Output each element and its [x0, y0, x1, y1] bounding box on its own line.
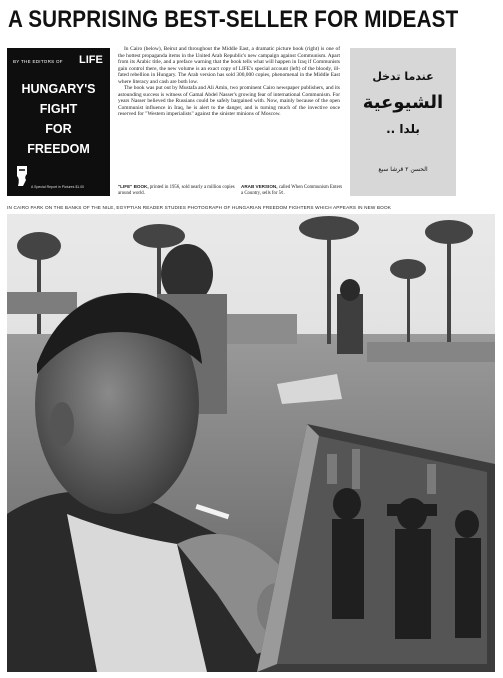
life-book-caption	[118, 184, 236, 197]
arab-title-line-3: بلدا ..	[386, 122, 420, 136]
arab-title-line-1: عندما تدخل	[372, 70, 434, 83]
cover-title-line-1: HUNGARY'S	[21, 82, 96, 96]
photo-caption: IN CAIRO PARK ON THE BANKS OF THE NILE, EGYPTIAN READER STUDIES PHOTOGRAPH OF HUNGARIAN FREEDOM FIGHTERS WHICH APPEARS IN NEW BOOK	[7, 205, 392, 210]
arab-version-caption-text: called When Communism Enters a Country, sells for 5¢.	[241, 185, 343, 197]
arab-cover-footer: الحسن ٢ قرشا سيع	[378, 166, 428, 173]
cover-byline: BY THE EDITORS OF	[13, 59, 63, 64]
life-book-caption-label: "LIFE" BOOK,	[118, 184, 149, 189]
life-logo: LIFE	[79, 54, 103, 66]
arab-version-caption-label: ARAB VERSION,	[241, 184, 278, 189]
article-body	[118, 46, 340, 118]
arab-version-caption	[241, 184, 345, 197]
cover-title-line-3: FOR	[45, 122, 72, 136]
article-paragraph-1: In Cairo (below), Beirut and throughout the Middle East, a dramatic picture book (right) is one of the hottest propaganda items in the United Arab Republic's new campaign against Communism. Apart from its Arabic title, and a preface warning that the book tells what will happen in Iraq if Communists gain control there, the new volume is an exact copy of LIFE's special account (left) of the bloody, ill-fated rebellion in Hungary. The Arab version has sold 300,000 copies, phenomenal in the Middle East where literacy and cash are both low.	[118, 46, 340, 85]
arab-book-cover	[350, 48, 456, 196]
life-book-caption-text: printed in 1956, sold nearly a million copies around world.	[118, 185, 235, 197]
cairo-park-photo	[7, 214, 495, 672]
hungarian-flag-icon	[15, 164, 29, 188]
life-book-cover	[7, 48, 110, 196]
cover-title-line-2: FIGHT	[39, 102, 78, 116]
cairo-park-photo-illustration	[7, 214, 495, 672]
article-paragraph-2: The book was put out by Mustafa and Ali Amin, two prominent Cairo newspaper publishers, and its astounding success is witness of Gamal Abdel Nasser's growing fear of international Communism. For years Nasser believed the Russians could be safely bargained with. Now, mainly because of the open Communist influence in Iraq, he is alert to the danger, and is turning much of the invective once reserved for "Western imperialists" against the sinister minions of Moscow.	[118, 85, 340, 118]
cover-title-line-4: FREEDOM	[27, 142, 90, 156]
page-headline: A SURPRISING BEST-SELLER FOR MIDEAST	[8, 6, 459, 33]
cover-footer: A Special Report in Pictures $1.00	[31, 185, 85, 189]
arab-title-line-2: الشيوعية	[362, 92, 444, 113]
